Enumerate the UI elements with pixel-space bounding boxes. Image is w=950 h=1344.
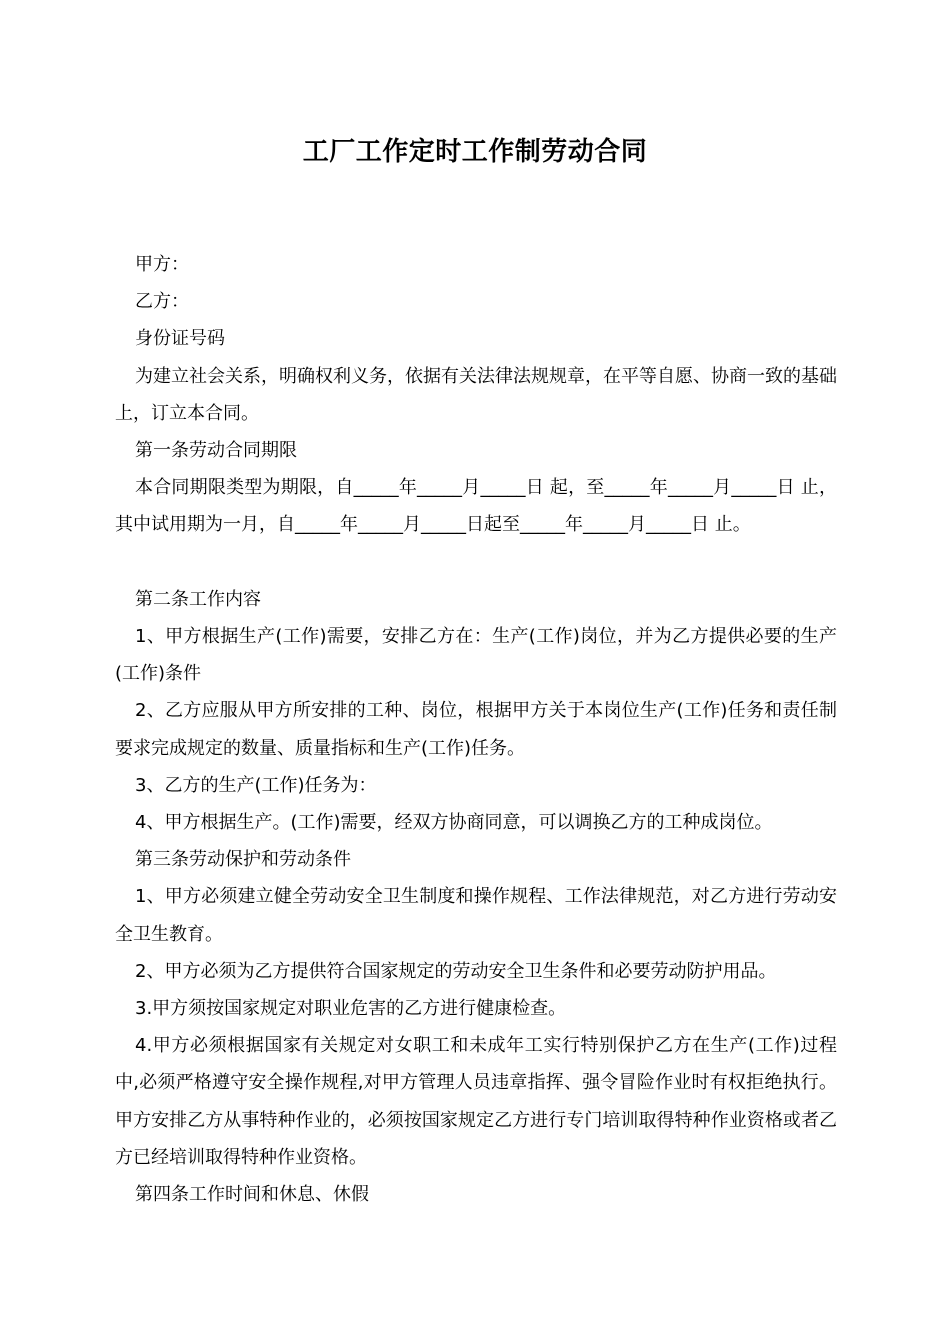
article-2-heading: 第二条工作内容 bbox=[135, 588, 261, 610]
article-2-item-2: 2、乙方应服从甲方所安排的工种、岗位，根据甲方关于本岗位生产(工作)任务和责任制要求完成规定的数量、质量指标和生产(工作)任务。 bbox=[115, 700, 837, 759]
article-1-heading: 第一条劳动合同期限 bbox=[135, 440, 297, 462]
article-2-item-1: 1、甲方根据生产(工作)需要，安排乙方在：生产(工作)岗位，并为乙方提供必要的生产(工作)条件 bbox=[115, 626, 837, 685]
article-3-item-4: 4.甲方必须根据国家有关规定对女职工和未成年工实行特别保护乙方在生产(工作)过程中,必须严格遵守安全操作规程,对甲方管理人员违章指挥、强令冒险作业时有权拒绝执行。甲方安排乙方从事特种作业的，必须按国家规定乙方进行专门培训取得特种作业资格或者乙方已经培训取得特种作业资格。 bbox=[115, 1035, 837, 1168]
document-title: 工厂工作定时工作制劳动合同 bbox=[302, 137, 648, 167]
id-number-line: 身份证号码 bbox=[135, 328, 225, 350]
party-b-line: 乙方： bbox=[135, 291, 189, 313]
article-3-item-3: 3.甲方须按国家规定对职业危害的乙方进行健康检查。 bbox=[135, 998, 567, 1020]
article-1-term-paragraph: 本合同期限类型为期限，自_____年_____月_____日 起，至_____年_____月_____日 止，其中试用期为一月，自_____年_____月_____日起至_____年_____月_____日 止。 bbox=[115, 477, 837, 536]
party-a-line: 甲方： bbox=[135, 254, 189, 275]
article-2-item-3: 3、乙方的生产(工作)任务为： bbox=[135, 774, 377, 796]
article-3-item-1: 1、甲方必须建立健全劳动安全卫生制度和操作规程、工作法律规范，对乙方进行劳动安全卫生教育。 bbox=[115, 886, 837, 945]
article-4-heading: 第四条工作时间和休息、休假 bbox=[135, 1184, 369, 1206]
blank-line bbox=[115, 544, 837, 581]
article-3-heading: 第三条劳动保护和劳动条件 bbox=[135, 849, 351, 871]
article-3-item-2: 2、甲方必须为乙方提供符合国家规定的劳动安全卫生条件和必要劳动防护用品。 bbox=[135, 960, 777, 982]
preamble-paragraph: 为建立社会关系，明确权利义务，依据有关法律法规规章，在平等自愿、协商一致的基础上，订立本合同。 bbox=[115, 365, 837, 424]
article-2-item-4: 4、甲方根据生产。(工作)需要，经双方协商同意，可以调换乙方的工种成岗位。 bbox=[135, 812, 773, 834]
document-body bbox=[115, 246, 837, 1213]
